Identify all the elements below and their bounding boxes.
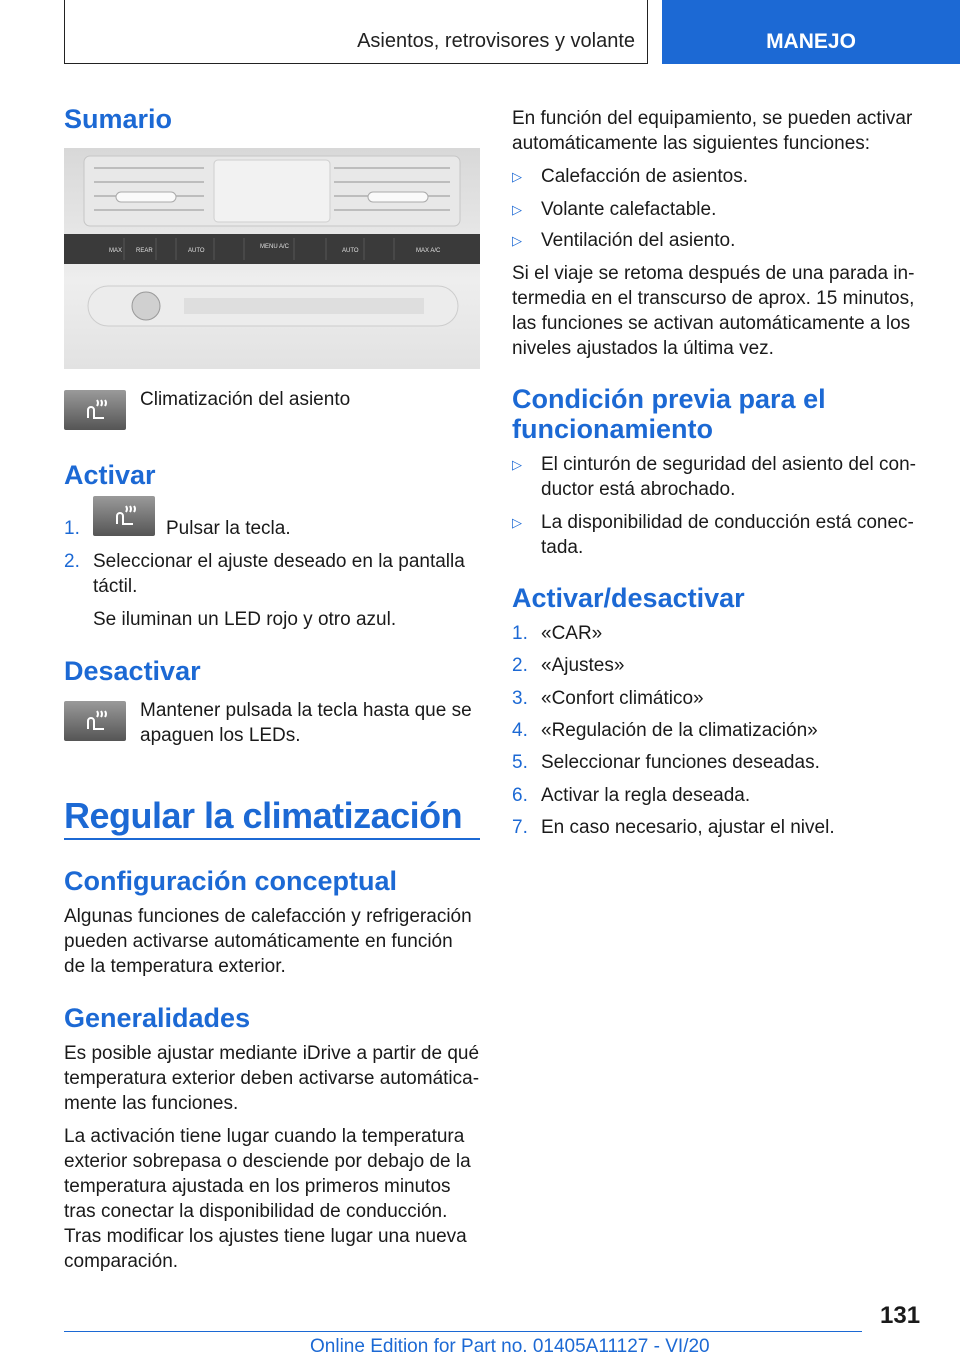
step-text: Pulsar la tecla.	[166, 518, 291, 539]
seat-climate-caption: Climatización del asiento	[140, 389, 351, 410]
bullet-text: Ventilación del asiento.	[541, 230, 736, 251]
heading-activar-desactivar: Activar/desactivar	[512, 583, 745, 613]
page-number: 131	[880, 1302, 921, 1329]
paragraph-line: termedia en el transcurso de aprox. 15 minutos,	[512, 288, 915, 309]
climate-panel-photo	[64, 148, 480, 369]
triangle-bullet-icon: ▷	[512, 457, 522, 472]
step-text: «Confort climático»	[541, 688, 704, 709]
paragraph-line: niveles ajustados la última vez.	[512, 338, 774, 359]
step-text: Activar la regla deseada.	[541, 785, 751, 806]
general-line: temperatura exterior deben activarse automática-	[64, 1068, 480, 1089]
heading-activar: Activar	[64, 460, 156, 490]
intro-line: En función del equipamiento, se pueden activar	[512, 108, 913, 129]
general-line: Es posible ajustar mediante iDrive a partir de qué	[64, 1043, 480, 1064]
bullet-text: La disponibilidad de conducción está conec-	[541, 512, 914, 533]
desactivar-line-2: apaguen los LEDs.	[140, 725, 301, 746]
general-line: mente las funciones.	[64, 1093, 239, 1114]
photo-btn-auto-right: AUTO	[342, 248, 359, 254]
step-number: 1.	[64, 518, 80, 539]
bullet-text: Calefacción de asientos.	[541, 166, 749, 187]
section-title: Asientos, retrovisores y volante	[357, 30, 635, 52]
step-number: 4.	[512, 720, 528, 741]
photo-btn-max: MAX	[109, 248, 123, 254]
seat-climate-key-icon	[64, 701, 126, 741]
triangle-bullet-icon: ▷	[512, 202, 522, 217]
triangle-bullet-icon: ▷	[512, 233, 522, 248]
triangle-bullet-icon: ▷	[512, 169, 522, 184]
photo-btn-menu: MENU A/C	[260, 244, 290, 250]
step-number: 3.	[512, 688, 528, 709]
heading-generalidades: Generalidades	[64, 1003, 251, 1033]
triangle-bullet-icon: ▷	[512, 515, 522, 530]
general-line: comparación.	[64, 1251, 179, 1272]
step-text: En caso necesario, ajustar el nivel.	[541, 817, 835, 838]
photo-btn-auto-left: AUTO	[188, 248, 205, 254]
general-line: exterior sobrepasa o desciende por debajo de la	[64, 1151, 471, 1172]
general-line: La activación tiene lugar cuando la temperatura	[64, 1126, 465, 1147]
photo-btn-rear: REAR	[136, 248, 153, 254]
chapter-tab-label: MANEJO	[766, 30, 856, 53]
chapter-tab[interactable]	[662, 0, 960, 64]
config-line: de la temperatura exterior.	[64, 956, 286, 977]
step-text: «CAR»	[541, 623, 603, 644]
seat-climate-icon	[64, 390, 126, 430]
desactivar-line-1: Mantener pulsada la tecla hasta que se	[140, 700, 472, 721]
config-line: Algunas funciones de calefacción y refrigeración	[64, 906, 472, 927]
intro-line: automáticamente las siguientes funciones:	[512, 133, 871, 154]
heading-condicion-2: funcionamiento	[512, 414, 713, 444]
heading-desactivar: Desactivar	[64, 656, 201, 686]
heading-sumario: Sumario	[64, 104, 173, 134]
footer-edition: Online Edition for Part no. 01405A11127 - VI/20	[310, 1336, 710, 1357]
header-section	[64, 0, 648, 64]
step-number: 7.	[512, 817, 528, 838]
heading-regular: Regular la climatización	[64, 795, 463, 836]
bullet-text-cont: tada.	[541, 537, 584, 558]
step-number: 5.	[512, 752, 528, 773]
config-line: pueden activarse automáticamente en función	[64, 931, 453, 952]
step-text: «Regulación de la climatización»	[541, 720, 818, 741]
general-line: Tras modificar los ajustes tiene lugar una nueva	[64, 1226, 467, 1247]
general-line: temperatura ajustada en los primeros minutos	[64, 1176, 451, 1197]
step-number: 6.	[512, 785, 528, 806]
footer-rule	[64, 1331, 862, 1332]
step-text: «Ajustes»	[541, 655, 625, 676]
photo-btn-max-ac: MAX A/C	[416, 248, 441, 254]
step-text: Seleccionar el ajuste deseado en la pantalla	[93, 551, 465, 572]
general-line: tras conectar la disponibilidad de conducción.	[64, 1201, 448, 1222]
step-number: 2.	[512, 655, 528, 676]
paragraph-line: Si el viaje se retoma después de una parada in-	[512, 263, 915, 284]
step-text: Seleccionar funciones deseadas.	[541, 752, 820, 773]
bullet-text: El cinturón de seguridad del asiento del con-	[541, 454, 916, 475]
step-number: 1.	[512, 623, 528, 644]
heading-config: Configuración conceptual	[64, 866, 398, 896]
bullet-text-cont: ductor está abrochado.	[541, 479, 736, 500]
step-number: 2.	[64, 551, 80, 572]
activar-step-2-cont: táctil.	[93, 576, 138, 597]
section-rule	[64, 838, 480, 840]
paragraph-line: las funciones se activan automáticamente a los	[512, 313, 911, 334]
heading-condicion: Condición previa para el	[512, 384, 826, 414]
bullet-text: Volante calefactable.	[541, 199, 717, 220]
seat-climate-key-icon	[93, 496, 155, 536]
activar-note: Se iluminan un LED rojo y otro azul.	[93, 609, 397, 630]
